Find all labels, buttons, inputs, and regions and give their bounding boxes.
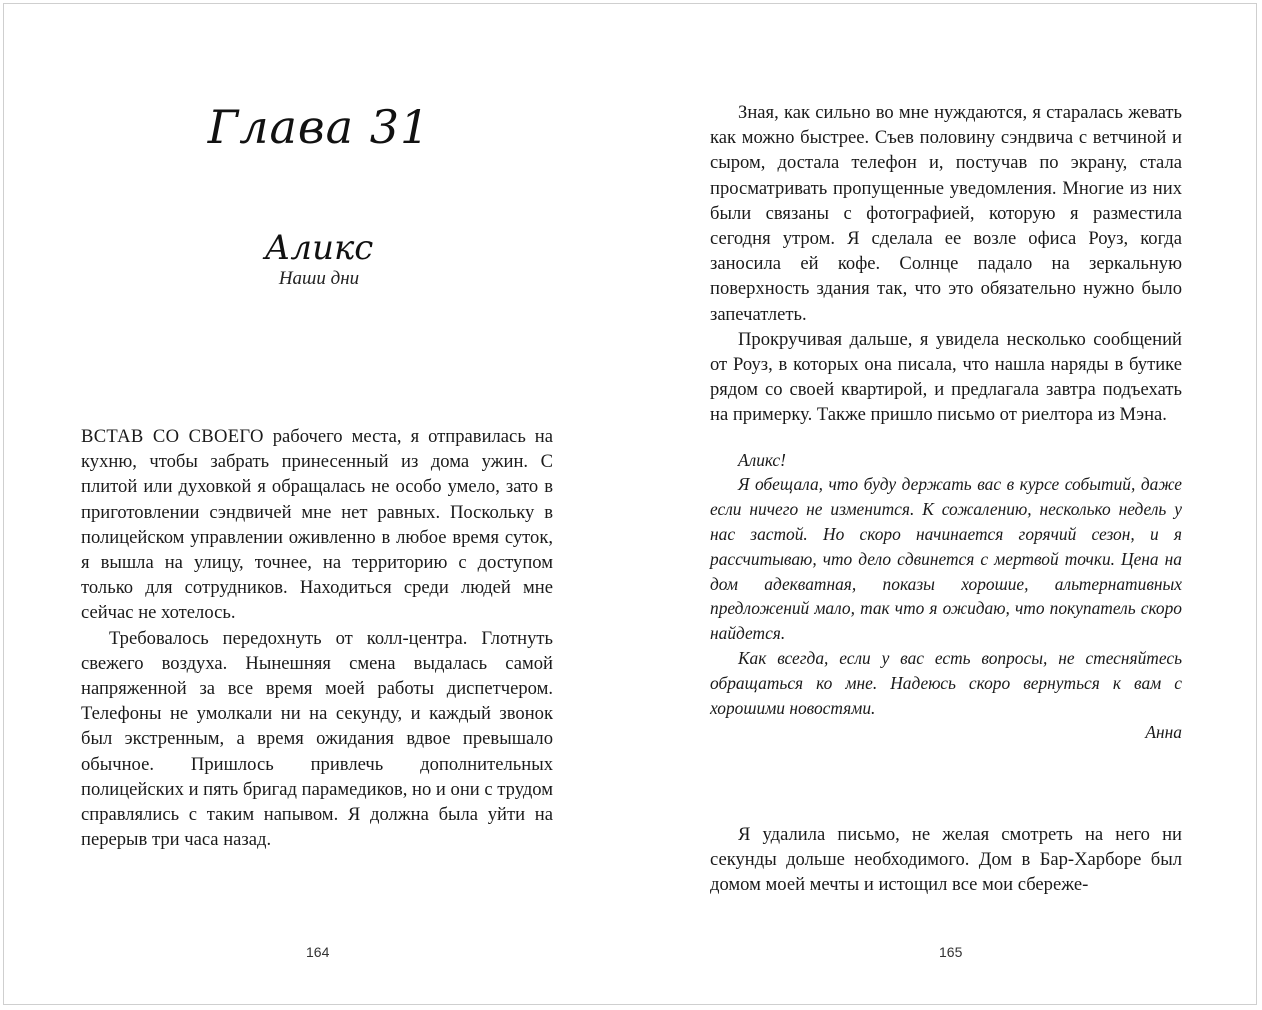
letter-body-2: Как всегда, если у вас есть вопросы, не стесняйтесь обращаться ко мне. Надеюсь скоро вернуться к вам с хорошими новостями.: [710, 648, 1182, 718]
right-paragraph-1: Зная, как сильно во мне нуждаются, я старалась жевать как можно быстрее. Съев половину сэндвича с ветчиной и сыром, достала телефон и, постучав по экрану, стала просматривать пропущенные уведомления. Многие из них были связаны с фотографией, которую я разместила сегодня утром. Я сделала ее возле офиса Роуз, когда заносила ей кофе. Солнце падало на зеркальную поверхность здания так, что это обязательно нужно было запечатлеть.: [710, 102, 1182, 325]
right-body-text: [710, 100, 1182, 745]
paragraph-lead-caps: ВСТАВ СО СВОЕГО: [81, 426, 264, 447]
right-paragraph-3: Я удалила письмо, не желая смотреть на него ни секунды дольше необходимого. Дом в Бар-Харборе был домом моей мечты и истощил все мои сбереже-: [710, 824, 1182, 896]
pov-time: Наши дни: [278, 268, 360, 289]
book-spread: [3, 3, 1257, 1005]
letter-signature: Анна: [1145, 722, 1182, 743]
right-bottom-text: [710, 822, 1182, 898]
left-paragraph-2: Требовалось передохнуть от колл-центра. Глотнуть свежего воздуха. Нынешняя смена выдалась самой напряженной за все время моей работы диспетчером. Телефоны не умолкали ни на секунду, и каждый звонок был экстренным, а время ожидания вдвое превышало обычное. Пришлось привлечь дополнительных полицейских и пять бригад парамедиков, но и они с трудом справлялись с таким напывом. Я должна была уйти на перерыв три часа назад.: [81, 627, 553, 851]
left-paragraph-1-text: рабочего места, я отправилась на кухню, чтобы забрать принесенный из дома ужин. С плитой или духовкой я обращалась не особо умело, зато в приготовлении сэндвичей мне нет равных. Поскольку в полицейском управлении оживленно в любое время суток, я вышла на улицу, точнее, на территорию с доступом только для сотрудников. Находиться среди людей мне сейчас не хотелось.: [81, 426, 553, 624]
letter-greeting: Аликс!: [738, 449, 786, 470]
right-paragraph-2: Прокручивая дальше, я увидела несколько сообщений от Роуз, в которых она писала, что нашла наряды в бутике рядом со своей квартирой, и предлагала завтра подъехать на примерку. Также пришло письмо от риелтора из Мэна.: [710, 328, 1182, 426]
chapter-title: Глава 31: [207, 100, 431, 154]
letter-body-1: Я обещала, что буду держать вас в курсе событий, даже если ничего не изменится. К сожалению, несколько недель у нас застой. Но скоро начинается горячий сезон, и я рассчитываю, что дело сдвинется с мертвой точки. Цена на дом адекватная, показы хорошие, альтернативных предложений мало, так что я ожидаю, что покупатель скоро найдется.: [710, 474, 1182, 644]
page-number-right: 165: [939, 944, 963, 960]
realtor-letter: [710, 448, 1182, 746]
left-page: [4, 4, 631, 1004]
page-number-left: 164: [306, 944, 330, 960]
right-page: [631, 4, 1258, 1004]
pov-name: Аликс: [264, 228, 374, 268]
left-paragraph-1: [81, 424, 553, 626]
left-body-text: [81, 424, 553, 852]
